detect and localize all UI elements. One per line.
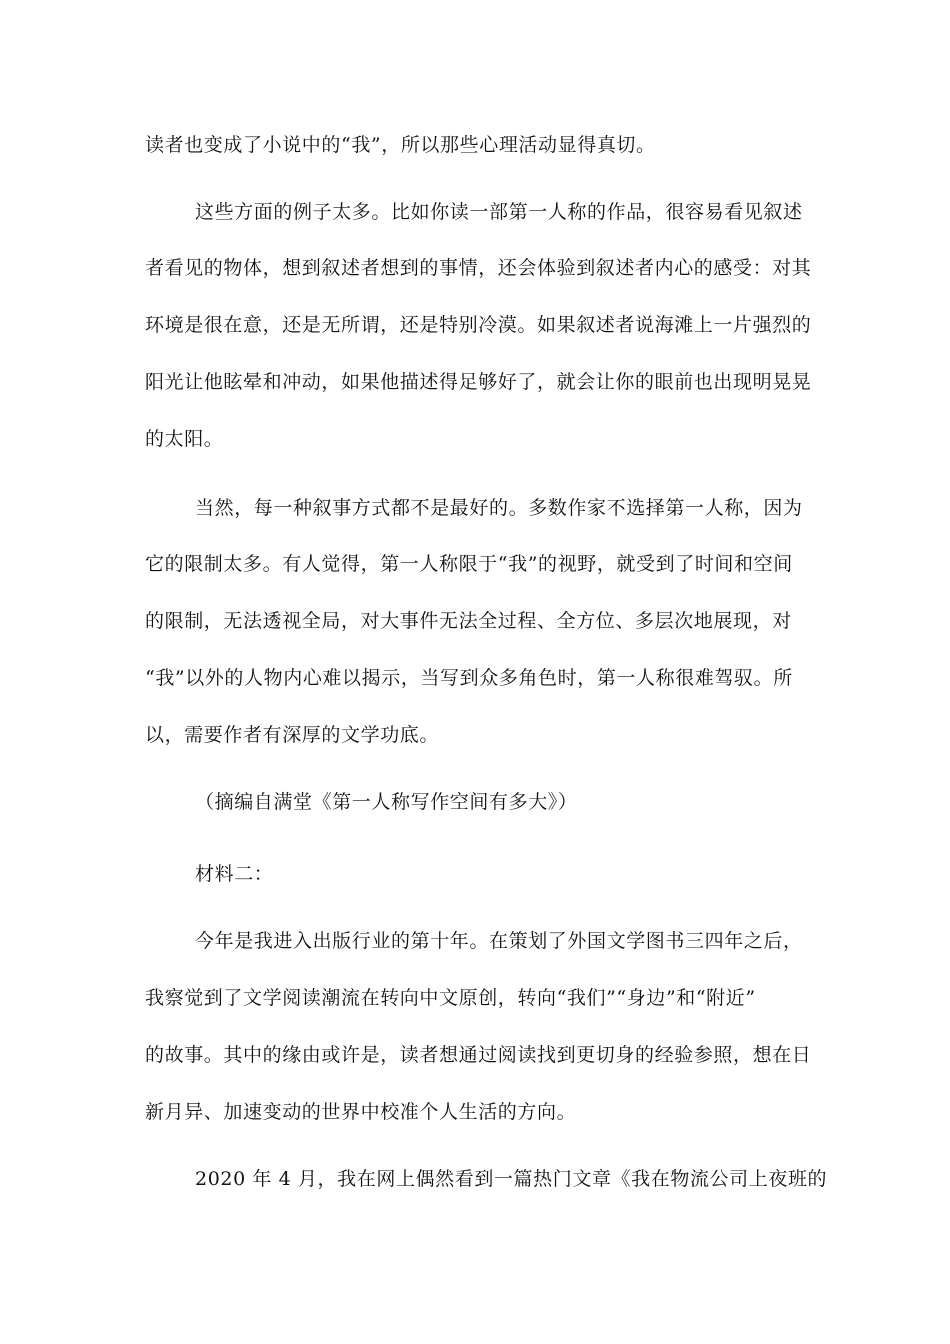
text-line: 当然，每一种叙事方式都不是最好的。多数作家不选择第一人称，因为 — [195, 497, 803, 519]
text-line: 以，需要作者有深厚的文学功底。 — [145, 724, 440, 746]
text-line: 读者也变成了小说中的“我”，所以那些心理活动显得真切。 — [145, 134, 656, 156]
text-line: 我察觉到了文学阅读潮流在转向中文原创，转向“我们”“身边”和“附近” — [145, 987, 756, 1009]
text-line: 环境是很在意，还是无所谓，还是特别冷漠。如果叙述者说海滩上一片强烈的 — [145, 314, 812, 336]
text-line: 的故事。其中的缘由或许是，读者想通过阅读找到更切身的经验参照，想在日 — [145, 1044, 812, 1066]
text-line: 的太阳。 — [145, 428, 224, 450]
source-citation: （摘编自满堂《第一人称写作空间有多大》） — [195, 791, 578, 813]
section-heading: 材料二： — [195, 863, 274, 885]
text-line: 今年是我进入出版行业的第十年。在策划了外国文学图书三四年之后， — [195, 930, 803, 952]
text-line: 这些方面的例子太多。比如你读一部第一人称的作品，很容易看见叙述 — [195, 201, 803, 223]
text-line: 的限制，无法透视全局，对大事件无法全过程、全方位、多层次地展现，对 — [145, 610, 792, 632]
text-line: 新月异、加速变动的世界中校准个人生活的方向。 — [145, 1101, 577, 1123]
text-line: 它的限制太多。有人觉得，第一人称限于“我”的视野，就受到了时间和空间 — [145, 553, 793, 575]
text-line: 阳光让他眩晕和冲动，如果他描述得足够好了，就会让你的眼前也出现明晃晃 — [145, 371, 812, 393]
text-line: 2020 年 4 月，我在网上偶然看到一篇热门文章《我在物流公司上夜班的 — [195, 1168, 828, 1190]
text-line: “我”以外的人物内心难以揭示，当写到众多角色时，第一人称很难驾驭。所 — [145, 667, 793, 689]
text-line: 者看见的物体，想到叙述者想到的事情，还会体验到叙述者内心的感受：对其 — [145, 257, 812, 279]
